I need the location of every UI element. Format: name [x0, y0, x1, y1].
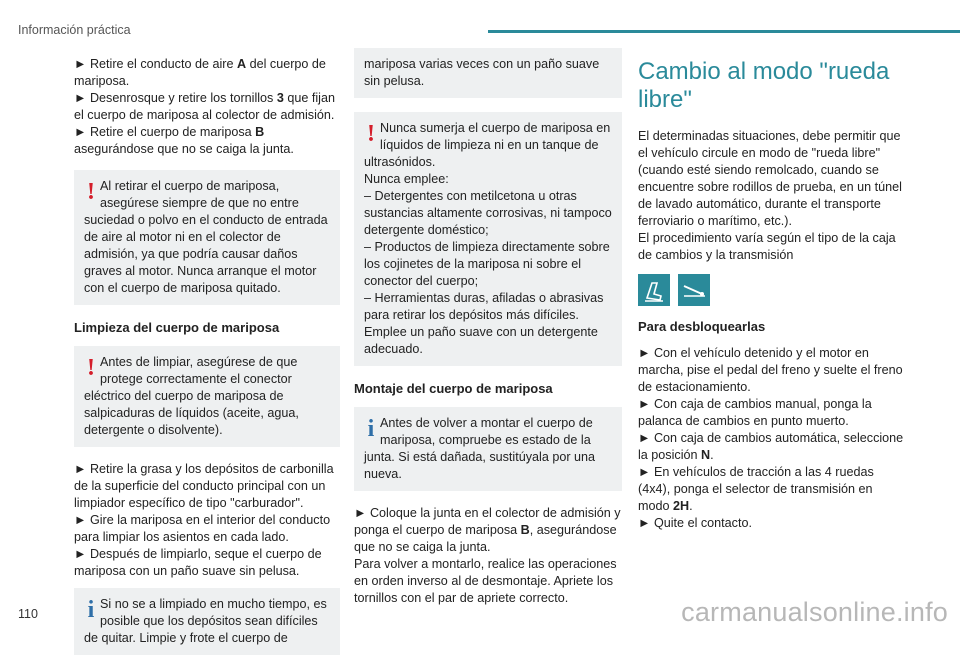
info-text: mariposa varias veces con un paño suave sin pelusa.	[364, 57, 600, 88]
info-i-icon: i	[87, 597, 95, 623]
warning-exclamation-icon: !	[87, 179, 95, 205]
warning-line: Emplee un paño suave con un detergente adecuado.	[364, 325, 598, 356]
intro	[638, 128, 906, 264]
page-number: 110	[18, 607, 38, 621]
step: ► Coloque la junta en el colector de admisión y ponga el cuerpo de mariposa B, asegurándose que no se caiga la junta.	[354, 506, 621, 554]
warning-box	[74, 170, 340, 305]
step: ► Con caja de cambios automática, seleccione la posición N.	[638, 431, 904, 462]
info-box	[74, 588, 340, 655]
warning-line: – Productos de limpieza directamente sobre los cojinetes de la mariposa ni sobre el conector del cuerpo;	[364, 240, 610, 288]
mounting-steps	[354, 505, 622, 607]
column-3	[638, 56, 906, 532]
warning-text: Al retirar el cuerpo de mariposa, asegúrese siempre de que no entre suciedad o polvo en el conducto de entrada de aire al motor ni en el colector de admisión, ya que podría causar daños graves al motor. Nunca arranque el motor con el cuerpo de mariposa quitado.	[84, 179, 328, 295]
removal-steps	[74, 56, 340, 158]
watermark: carmanualsonline.info	[681, 597, 948, 627]
paragraph: El procedimiento varía según el tipo de la caja de cambios y la transmisión	[638, 231, 896, 262]
warning-line: – Detergentes con metilcetona u otras sustancias altamente corrosivas, ni tampoco detergente doméstico;	[364, 189, 612, 237]
step: ► Con caja de cambios manual, ponga la palanca de cambios en punto muerto.	[638, 397, 872, 428]
warning-line: Nunca sumerja el cuerpo de mariposa en líquidos de limpieza ni en un tanque de ultrasónidos.	[364, 121, 611, 169]
column-2	[354, 48, 622, 607]
section-heading: Limpieza del cuerpo de mariposa	[74, 320, 280, 335]
warning-exclamation-icon: !	[87, 355, 95, 381]
warning-box	[354, 112, 622, 366]
step: ► Desenrosque y retire los tornillos 3 que fijan el cuerpo de mariposa al colector de admisión.	[74, 91, 335, 122]
step: ► En vehículos de tracción a las 4 ruedas (4x4), ponga el selector de transmisión en modo 2H.	[638, 465, 874, 513]
warning-text: Antes de limpiar, asegúrese de que protege correctamente el conector eléctrico del cuerpo de mariposa de salpicaduras de líquidos (aceite, agua, detergente o disolvente).	[84, 355, 299, 437]
step: ► Retire el cuerpo de mariposa B asegurándose que no se caiga la junta.	[74, 125, 294, 156]
step: ► Retire la grasa y los depósitos de carbonilla de la superficie del conducto principal con un limpiador específico de tipo "carburador".	[74, 462, 334, 510]
info-text: Antes de volver a montar el cuerpo de mariposa, compruebe es estado de la junta. Si está dañada, sustitúyala por una nueva.	[364, 416, 596, 481]
section-heading: Para desbloquearlas	[638, 319, 766, 334]
info-text: Si no se a limpiado en mucho tiempo, es posible que los depósitos sean difíciles de quitar. Limpie y frote el cuerpo de	[84, 597, 327, 645]
step: ► Retire el conducto de aire A del cuerpo de mariposa.	[74, 57, 326, 88]
column-1	[74, 56, 340, 655]
step: ► Gire la mariposa en el interior del conducto para limpiar los asientos en cada lado.	[74, 513, 331, 544]
section-title: Cambio al modo "rueda libre"	[638, 58, 890, 113]
unlock-steps	[638, 345, 906, 532]
step: ► Quite el contacto.	[638, 516, 752, 530]
warning-box	[74, 346, 340, 447]
warning-line: Nunca emplee:	[364, 172, 449, 186]
info-box	[354, 407, 622, 491]
info-i-icon: i	[367, 416, 375, 442]
header-accent-bar	[488, 30, 960, 33]
warning-line: – Herramientas duras, afiladas o abrasivas para retirar los depósitos más difíciles.	[364, 291, 604, 322]
transmission-icons	[638, 274, 906, 308]
brake-pedal-icon	[638, 274, 670, 306]
step: Para volver a montarlo, realice las operaciones en orden inverso al de desmontaje. Apriete los tornillos con el par de apriete correcto.	[354, 557, 617, 605]
step: ► Después de limpiarlo, seque el cuerpo de mariposa con un paño suave sin pelusa.	[74, 547, 322, 578]
info-box-continued	[354, 48, 622, 98]
cleaning-steps	[74, 461, 340, 580]
section-heading: Montaje del cuerpo de mariposa	[354, 381, 553, 396]
step: ► Con el vehículo detenido y el motor en marcha, pise el pedal del freno y suelte el freno de estacionamiento.	[638, 346, 903, 394]
running-header: Información práctica	[18, 23, 131, 37]
paragraph: El determinadas situaciones, debe permitir que el vehículo circule en modo de "rueda libre" (cuando esté siendo remolcado, cuando se encuentre sobre rodillos de prueba, en un túnel de lavado automático, durante el transporte ferroviario o marítimo, etc.).	[638, 129, 902, 228]
warning-exclamation-icon: !	[367, 121, 375, 147]
handbrake-lever-icon	[678, 274, 710, 306]
